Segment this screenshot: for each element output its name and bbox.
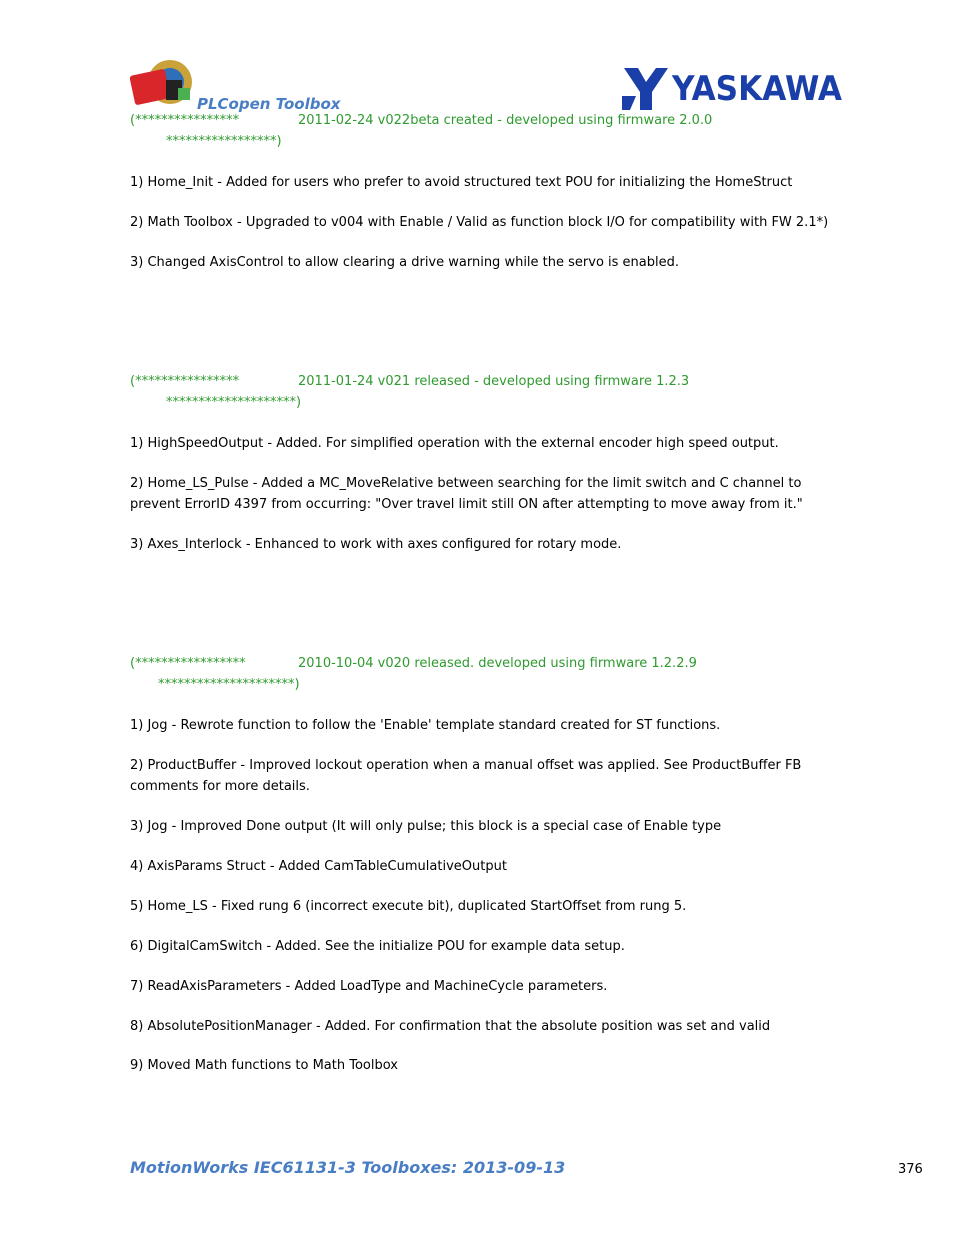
section-3-head-text: 2010-10-04 v020 released. developed using firmware 1.2.2.9 bbox=[298, 656, 697, 671]
list-item: 2) Home_LS_Pulse - Added a MC_MoveRelative between searching for the limit switch and C channel to prevent ErrorID 4397 from occurring: "Over travel limit still ON after attempting to move away from it." bbox=[130, 476, 803, 512]
brand-text: YASKAWA bbox=[671, 69, 843, 109]
section-1-head-stars: (**************** bbox=[130, 113, 240, 128]
list-item: 1) Jog - Rewrote function to follow the 'Enable' template standard created for ST functions. bbox=[130, 718, 721, 733]
page-number: 376 bbox=[898, 1162, 923, 1177]
list-item: 3) Changed AxisControl to allow clearing a drive warning while the servo is enabled. bbox=[130, 255, 679, 270]
list-item: 5) Home_LS - Fixed rung 6 (incorrect execute bit), duplicated StartOffset from rung 5. bbox=[130, 899, 687, 914]
list-item: 3) Axes_Interlock - Enhanced to work with axes configured for rotary mode. bbox=[130, 537, 622, 552]
list-item: 2) ProductBuffer - Improved lockout operation when a manual offset was applied. See ProductBuffer FB comments for more details. bbox=[130, 758, 802, 794]
section-3-head-stars: (***************** bbox=[130, 656, 246, 671]
section-2-tail-stars: ********************) bbox=[166, 395, 302, 410]
section-1-tail-stars: *****************) bbox=[166, 134, 282, 149]
footer-title: MotionWorks IEC61131-3 Toolboxes: 2013-09-13 bbox=[130, 1158, 566, 1177]
list-item: 6) DigitalCamSwitch - Added. See the initialize POU for example data setup. bbox=[130, 939, 625, 954]
list-item: 3) Jog - Improved Done output (It will only pulse; this block is a special case of Enable type bbox=[130, 819, 722, 834]
list-item: 9) Moved Math functions to Math Toolbox bbox=[130, 1058, 398, 1073]
plcopen-logo bbox=[130, 58, 200, 112]
list-item: 2) Math Toolbox - Upgraded to v004 with Enable / Valid as function block I/O for compatibility with FW 2.1*) bbox=[130, 215, 829, 230]
list-item: 7) ReadAxisParameters - Added LoadType and MachineCycle parameters. bbox=[130, 979, 608, 994]
section-3-tail-stars: *********************) bbox=[158, 677, 300, 692]
list-item: 1) Home_Init - Added for users who prefer to avoid structured text POU for initializing the HomeStruct bbox=[130, 175, 793, 190]
list-item: 8) AbsolutePositionManager - Added. For confirmation that the absolute position was set and valid bbox=[130, 1019, 771, 1034]
list-item: 1) HighSpeedOutput - Added. For simplified operation with the external encoder high speed output. bbox=[130, 436, 779, 451]
section-2-head-text: 2011-01-24 v021 released - developed using firmware 1.2.3 bbox=[298, 374, 690, 389]
section-1-head-text: 2011-02-24 v022beta created - developed using firmware 2.0.0 bbox=[298, 113, 713, 128]
list-item: 4) AxisParams Struct - Added CamTableCumulativeOutput bbox=[130, 859, 507, 874]
yaskawa-logo bbox=[622, 66, 844, 112]
section-2-head-stars: (**************** bbox=[130, 374, 240, 389]
header-title: PLCopen Toolbox bbox=[197, 95, 341, 113]
